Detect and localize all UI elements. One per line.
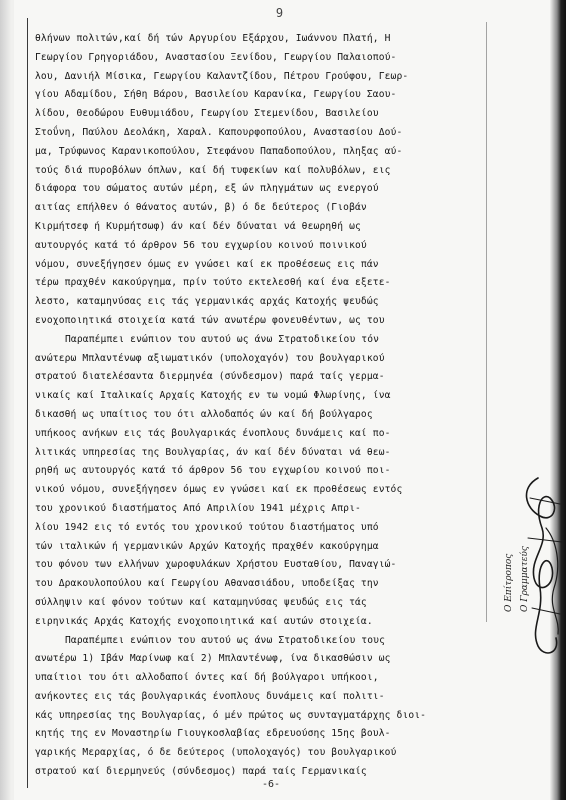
text-line: Στοΰνη, Παύλου Δεολάκη, Χαραλ. Καπουρφοπούλου, Αναστασίου Δού- xyxy=(35,126,403,138)
scan-shadow-right xyxy=(550,0,566,800)
text-line: ανήκοντες εις τάς βουλγαρικάς ένοπλους δυνάμεις καί πολιτι- xyxy=(35,690,385,702)
margin-rule-left xyxy=(27,18,28,788)
text-line: Κιρμήτσεφ ή Κυρμήτσωφ) άν καί δέν δύναται νά θεωρηθή ως xyxy=(35,220,361,232)
text-line: του φόνου των ελλήνων χωροφυλάκων Χρήστου Ευσταθίου, Παναγιώ- xyxy=(35,559,397,571)
text-line: γίου Αδαμίδου, Σήθη Βάρου, Βασιλείου Καρανίκα, Γεωργίου Σαου- xyxy=(35,89,397,101)
signature-caption: Ο Γραμματεύς xyxy=(520,546,530,612)
text-line: υπήκοος ανήκων εις τάς βουλγαρικάς ένοπλους δυνάμεις καί πο- xyxy=(35,427,391,439)
text-line: ανωτέρω 1) Ιβάν Μαρίνωφ καί 2) Μπλαντένωφ, ίνα δικασθώσιν ως xyxy=(35,653,391,665)
text-line: κάς υπηρεσίας της Βουλγαρίας, ό μέν πρώτος ως συνταγματάρχης διοι- xyxy=(35,709,427,721)
text-line: Γεωργίου Γρηγοριάδου, Αναστασίου Ξενίδου, Γεωργίου Παλαιοπού- xyxy=(35,51,397,63)
text-line: τούς διά πυροβόλων όπλων, καί δή τυφεκίων καί πολυβόλων, εις xyxy=(35,164,391,176)
text-line: ειρηνικάς Αρχάς Κατοχής ενοχοποιητικά καί αυτών στοιχεία. xyxy=(35,615,373,627)
text-line: υπαίτιοι του ότι αλλοδαποί όντες καί δή βούλγαροι υπήκοοι, xyxy=(35,672,379,684)
text-line: λίου 1942 εις τό εντός του χρονικού τούτου διαστήματος υπό xyxy=(35,521,379,533)
text-line: Παραπέμπει ενώπιον του αυτού ως άνω Στρατοδικείου τόν xyxy=(65,333,380,345)
text-line: νικαίς καί Ιταλικαίς Αρχαίς Κατοχής εν τω νομώ Φλωρίνης, ίνα xyxy=(35,390,391,402)
text-line: ανώτερω Μπλαντένωφ αξιωματικόν (υπολοχαγόν) του βουλγαρικού xyxy=(35,352,385,364)
text-line: λου, Δανιήλ Μίσικα, Γεωργίου Καλαντζίδου, Πέτρου Γρούφου, Γεωρ- xyxy=(35,70,409,82)
text-line: τέρω πραχθέν κακούργημα, πρίν τούτο εκτελεσθή καί ένα εξετε- xyxy=(35,277,391,289)
text-line: γαρικής Μεραρχίας, ό δε δεύτερος (υπολοχαγός) του βουλγαρικού xyxy=(35,747,397,759)
text-line: αυτουργός κατά τό άρθρον 56 του εγχωρίου κοινού ποινικού xyxy=(35,239,367,251)
text-line: λιτικάς υπηρεσίας της Βουλγαρίας, άν καί δέν δύναται νά θεω- xyxy=(35,446,391,458)
text-line: στρατού διατελέσαντα διερμηνέα (σύνδεσμον) παρά ταίς γερμα- xyxy=(35,371,385,383)
text-line: νόμου, συνεξήγησεν όμως εν γνώσει καί εκ προθέσεως εις πάν xyxy=(35,258,379,270)
text-line: θλήνων πολιτών,καί δή τών Αργυρίου Εξάρχου, Ιωάννου Πλατή, Η xyxy=(35,33,391,44)
text-line: λίδου, Θεοδώρου Ευθυμιάδου, Γεωργίου Στεμενίδου, Βασιλείου xyxy=(35,108,379,120)
handwritten-signature xyxy=(490,468,566,668)
text-line: δικασθή ως υπαίτιος του ότι αλλοδαπός ών καί δή βούλγαρος xyxy=(35,408,373,420)
page-number: 9 xyxy=(275,6,285,20)
text-line: του Δρακουλοπούλου καί Γεωργίου Αθανασιάδου, υποδείξας την xyxy=(35,578,379,590)
text-line: ενοχοποιητικά στοιχεία κατά τών ανωτέρω φονευθέντων, ως του xyxy=(35,314,385,326)
text-line: Παραπέμπει ενώπιον του αυτού ως άνω Στρατοδικείου τους xyxy=(65,634,385,646)
text-line: διάφορα του σώματος αυτών μέρη, εξ ών πληγμάτων ως ενεργού xyxy=(35,183,379,195)
signature-caption: Ο Επίτροπος xyxy=(504,553,514,612)
text-line: ρηθή ως αυτουργός κατά τό άρθρον 56 του εγχωρίου κοινού ποι- xyxy=(35,465,391,477)
text-line: νικού νόμου, συνεξήγησεν όμως εν γνώσει καί εκ προθέσεως εντός xyxy=(35,484,403,496)
text-line: αιτίας επήλθεν ό θάνατος αυτών, β) ό δε δεύτερος (Γιοβάν xyxy=(35,202,367,214)
text-line: στρατού καί διερμηνεύς (σύνδεσμος) παρά ταίς Γερμανικαίς xyxy=(35,766,367,778)
signature-icon xyxy=(490,468,566,668)
text-line: τών ιταλικών ή γερμανικών Αρχών Κατοχής πραχθέν κακούργημα xyxy=(35,540,379,552)
text-line: του χρονικού διαστήματος Από Απριλίου 1941 μέχρις Απρι- xyxy=(35,502,361,514)
scan-shadow-left xyxy=(0,0,14,800)
text-line: λεστο, καταμηνύσας εις τάς γερμανικάς αρχάς Κατοχής ψευδώς xyxy=(35,296,379,308)
typed-text-body xyxy=(35,30,490,782)
page-footer-mark: -6- xyxy=(262,779,281,790)
text-line: μα, Τρύφωνος Καρανικοπούλου, Στεφάνου Παπαδοπούλου, πληξας αύ- xyxy=(35,145,403,157)
text-line: σύλληψιν καί φόνον τούτων καί καταμηνύσας ψευδώς εις τάς xyxy=(35,596,367,608)
text-line: κητής της εν Μοναστηρίω Γιουγκοσλαβίας εδρευούσης 15ης βουλ- xyxy=(35,728,391,740)
